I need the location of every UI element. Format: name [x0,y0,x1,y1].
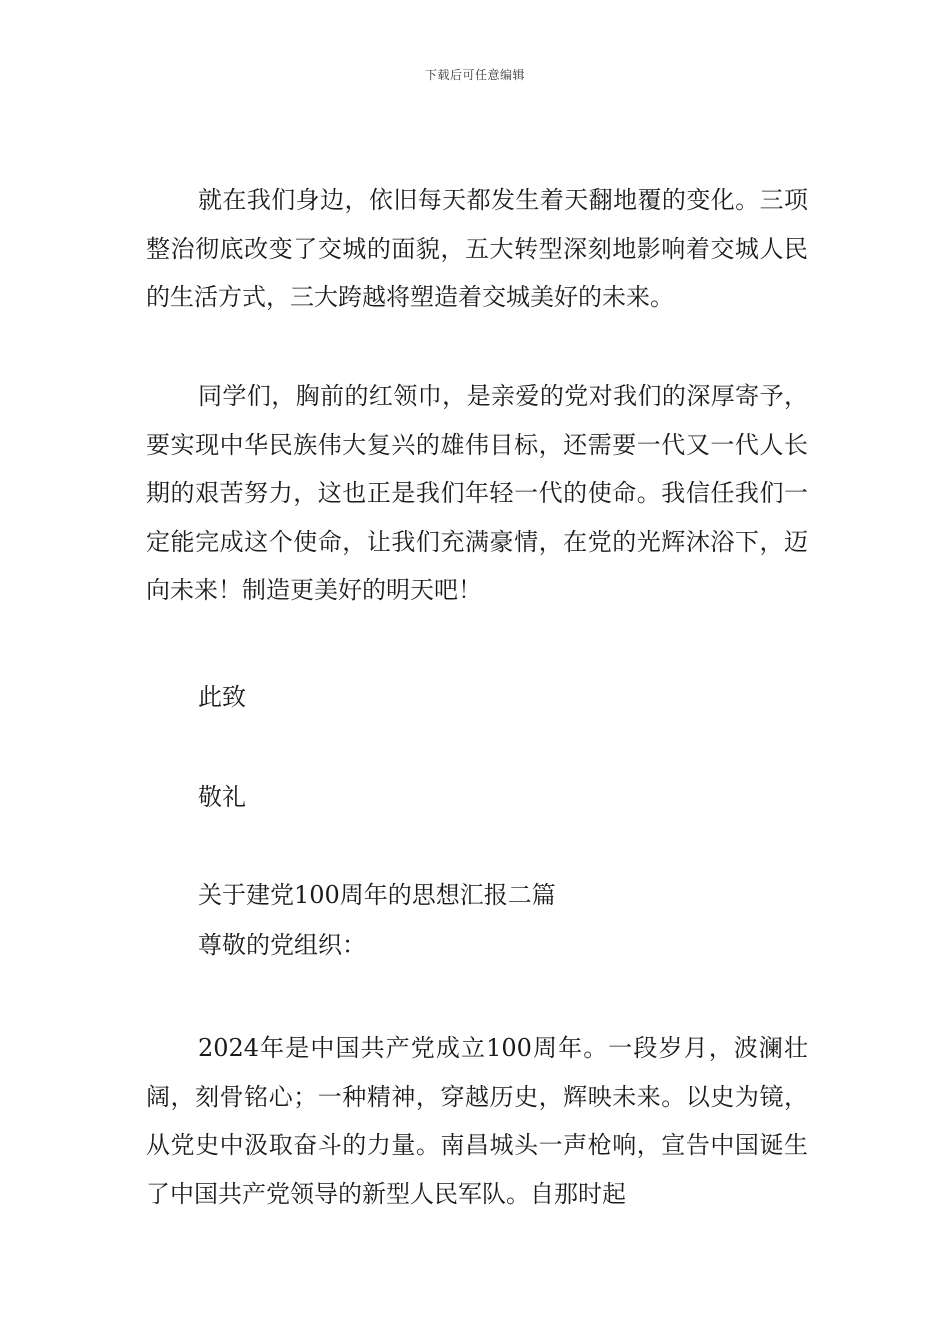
closing-ci-zhi: 此致 [198,683,246,711]
paragraph-1-block [146,176,808,322]
paragraph-2-block [146,372,808,615]
paragraph-3: 2024年是中国共产党成立100周年。一段岁月，波澜壮阔，刻骨铭心；一种精神，穿越历史，辉映未来。以史为镜，从党史中汲取奋斗的力量。南昌城头一声枪响，宣告中国诞生了中国共产党领导的新型人民军队。自那时起 [146,1034,808,1208]
paragraph-3-block [146,1024,808,1218]
closing-jing-li: 敬礼 [198,783,246,811]
paragraph-2: 同学们，胸前的红领巾，是亲爱的党对我们的深厚寄予，要实现中华民族伟大复兴的雄伟目标，还需要一代又一代人长期的艰苦努力，这也正是我们年轻一代的使命。我信任我们一定能完成这个使命，让我们充满豪情，在党的光辉沐浴下，迈向未来！制造更美好的明天吧！ [146,382,808,604]
salutation: 尊敬的党组织： [198,931,366,959]
header-note: 下载后可任意编辑 [424,68,525,82]
paragraph-1: 就在我们身边，依旧每天都发生着天翻地覆的变化。三项整治彻底改变了交城的面貌，五大转型深刻地影响着交城人民的生活方式，三大跨越将塑造着交城美好的未来。 [146,186,808,311]
section-title: 关于建党100周年的思想汇报二篇 [198,881,556,909]
